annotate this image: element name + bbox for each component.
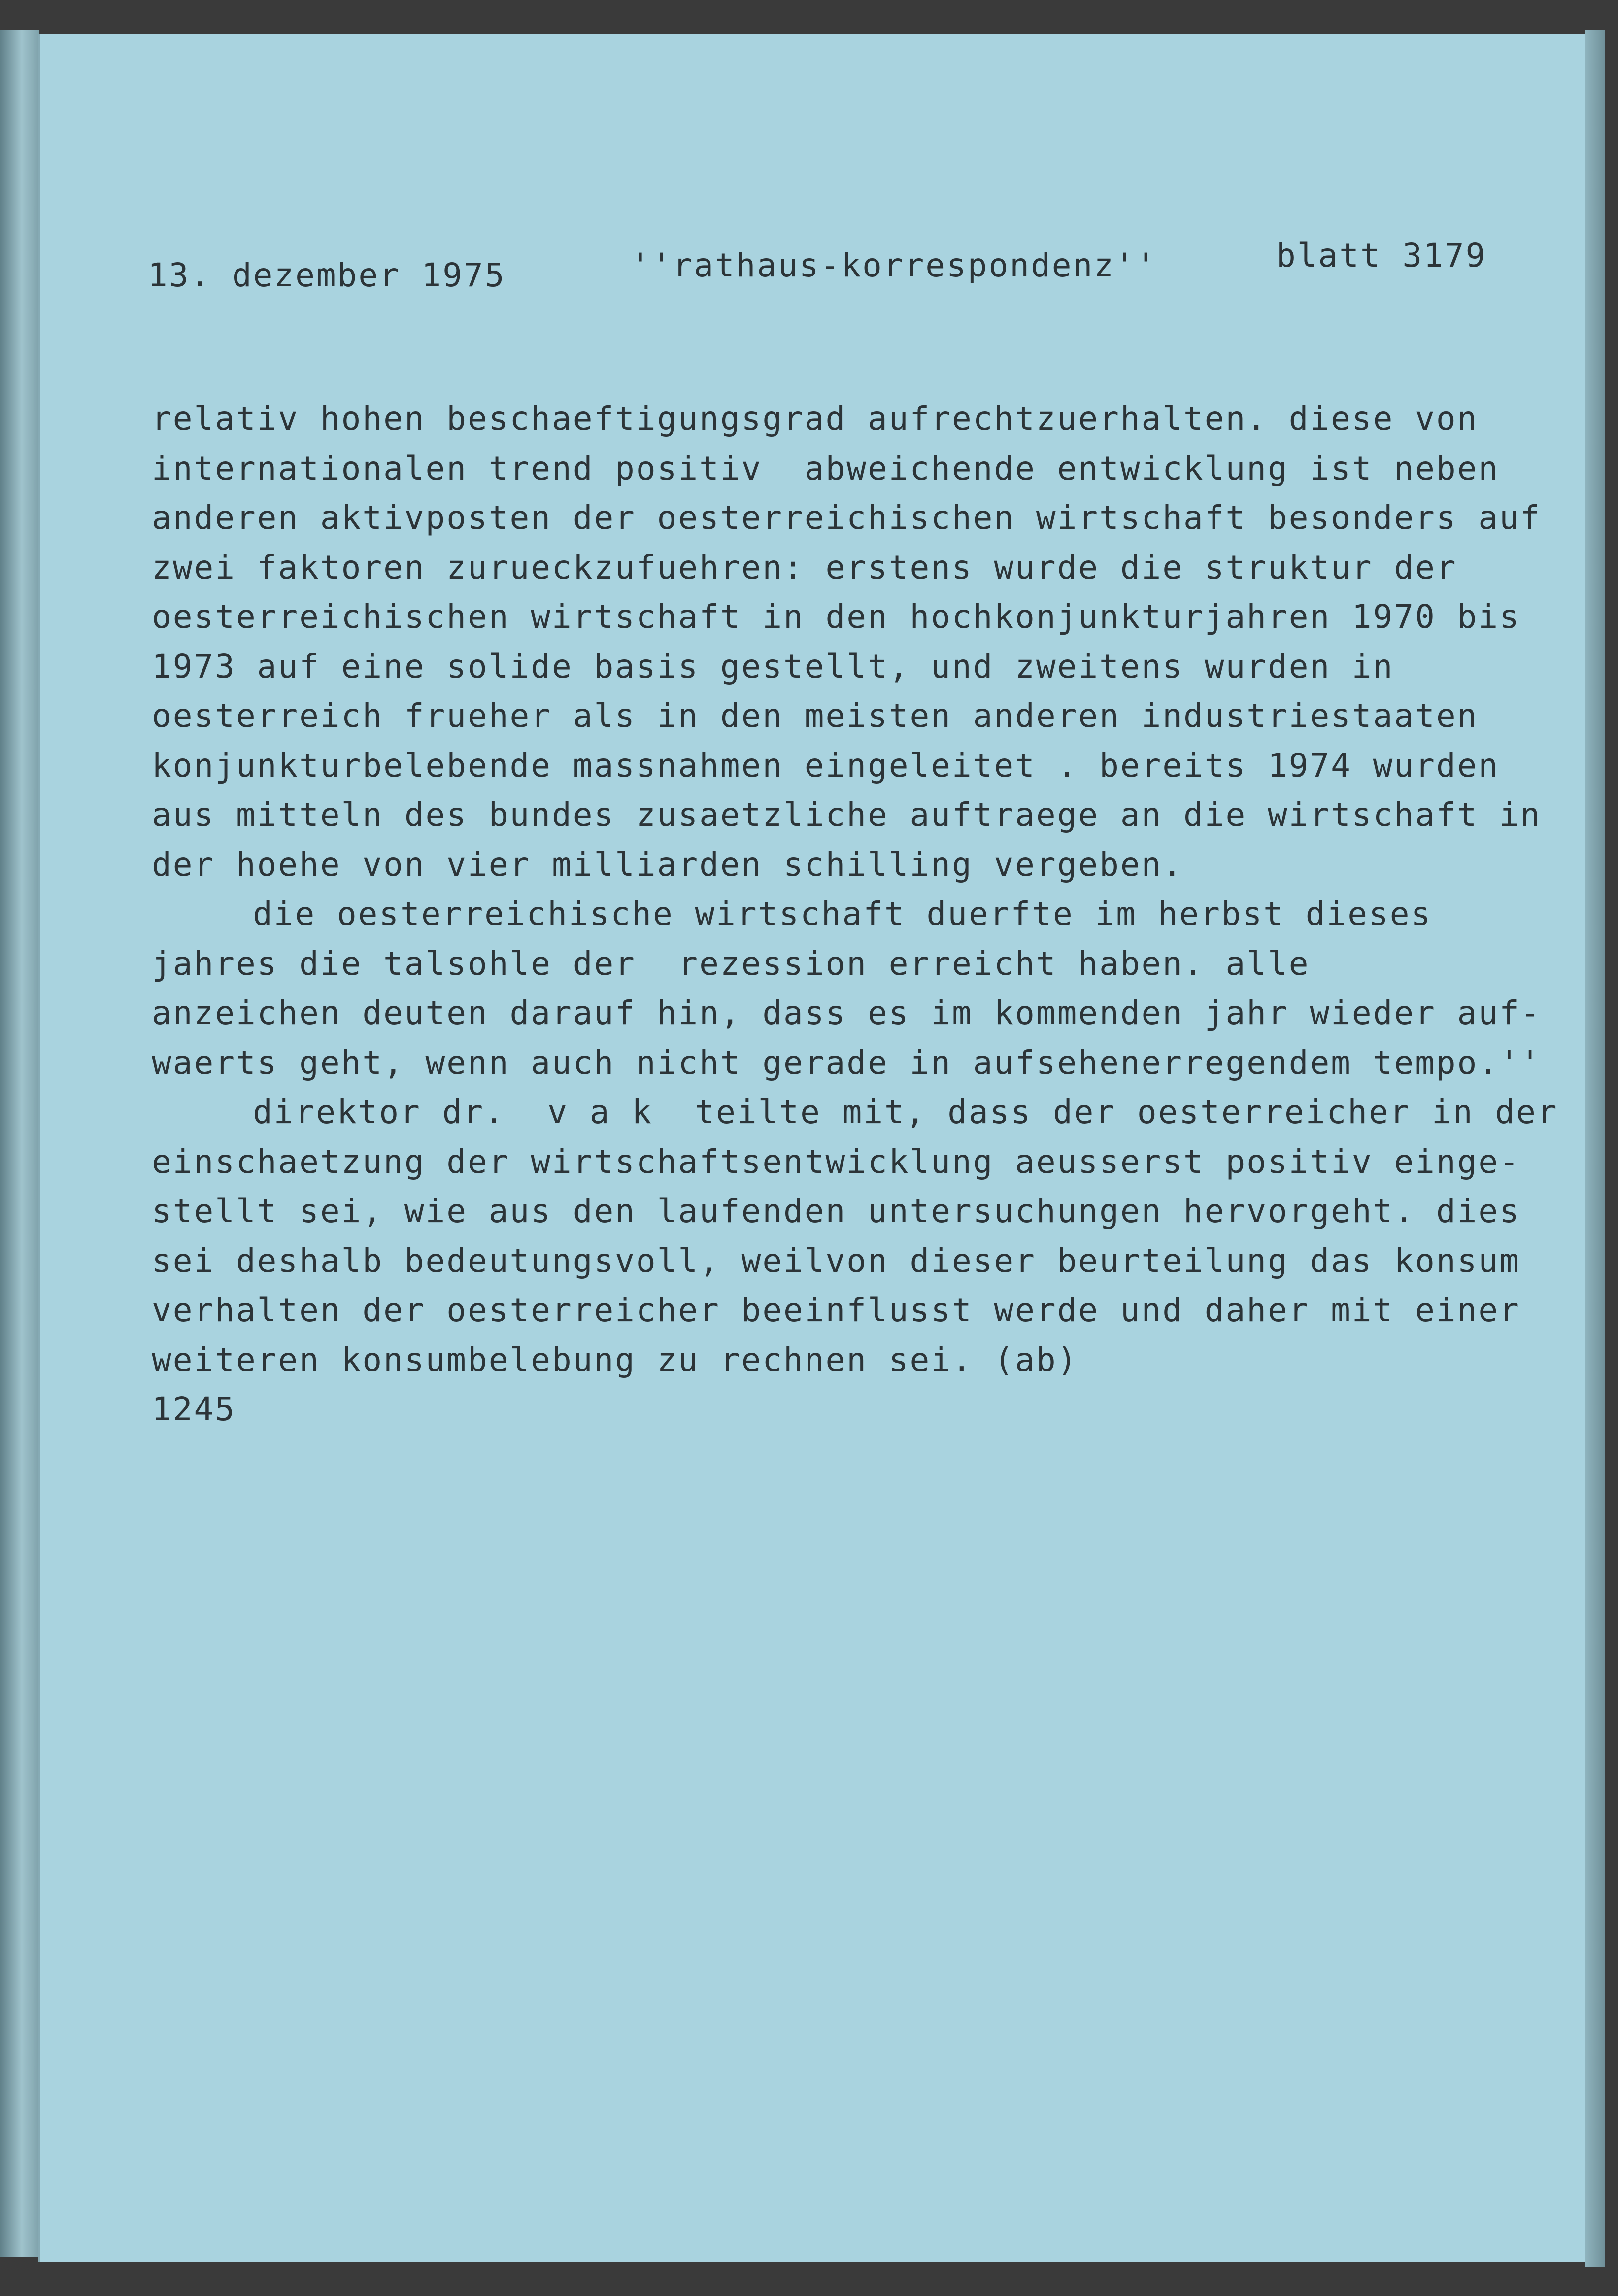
body-line: zwei faktoren zurueckzufuehren: erstens wurde die struktur der	[152, 548, 1457, 586]
body-line: der hoehe von vier milliarden schilling vergeben.	[152, 845, 1184, 884]
body-line: die oesterreichische wirtschaft duerfte im herbst dieses	[253, 895, 1432, 933]
document-reference-number: 1245	[152, 1390, 236, 1428]
body-line: direktor dr. v a k teilte mit, dass der oesterreicher in der	[253, 1093, 1558, 1131]
body-line: verhalten der oesterreicher beeinflusst werde und daher mit einer	[152, 1291, 1520, 1329]
body-line: weiteren konsumbelebung zu rechnen sei. (ab)	[152, 1340, 1079, 1379]
right-page-edge	[1585, 30, 1605, 2267]
body-line: 1973 auf eine solide basis gestellt, und zweitens wurden in	[152, 647, 1394, 685]
body-line: konjunkturbelebende massnahmen eingeleitet . bereits 1974 wurden	[152, 746, 1500, 785]
header-source: ''rathaus-korrespondenz''	[631, 246, 1157, 284]
body-line: oesterreichischen wirtschaft in den hochkonjunkturjahren 1970 bis	[152, 598, 1520, 636]
body-line: anzeichen deuten darauf hin, dass es im kommenden jahr wieder auf-	[152, 994, 1542, 1032]
left-page-edge	[0, 30, 39, 2257]
body-line: einschaetzung der wirtschaftsentwicklung aeusserst positiv einge-	[152, 1142, 1520, 1181]
body-line: jahres die talsohle der rezession erreicht haben. alle	[152, 944, 1310, 983]
body-line: sei deshalb bedeutungsvoll, weilvon dieser beurteilung das konsum	[152, 1241, 1520, 1280]
body-line: oesterreich frueher als in den meisten anderen industriestaaten	[152, 697, 1479, 735]
header-page-number: blatt 3179	[1276, 237, 1487, 274]
body-line: anderen aktivposten der oesterreichischen wirtschaft besonders auf	[152, 499, 1542, 537]
body-line: internationalen trend positiv abweichende entwicklung ist neben	[152, 449, 1500, 487]
body-line: waerts geht, wenn auch nicht gerade in aufsehenerregendem tempo.''	[152, 1043, 1542, 1082]
header-date: 13. dezember 1975	[148, 256, 506, 294]
body-line: aus mitteln des bundes zusaetzliche auftraege an die wirtschaft in	[152, 796, 1542, 834]
body-text	[152, 394, 1561, 1435]
body-line: stellt sei, wie aus den laufenden untersuchungen hervorgeht. dies	[152, 1192, 1520, 1230]
body-line: relativ hohen beschaeftigungsgrad aufrechtzuerhalten. diese von	[152, 400, 1479, 438]
